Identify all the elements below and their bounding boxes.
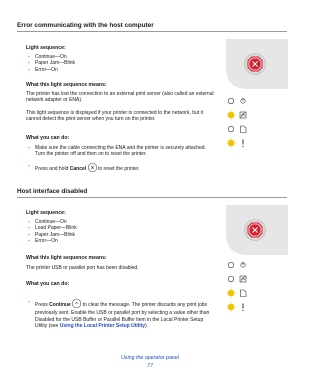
ready-light-icon: [228, 98, 245, 104]
continue-light-icon: [228, 276, 246, 282]
section-title-host-comm: Error communicating with the host computer: [17, 22, 154, 29]
continue-light-icon: [226, 110, 246, 121]
list-item: - Continue—On: [28, 219, 67, 225]
stop-button-icon: [244, 53, 266, 75]
panel-light-stack: [226, 260, 250, 340]
meaning-label: What this light sequence means:: [26, 82, 107, 88]
paper-jam-light-icon: [228, 126, 246, 133]
section-divider: [17, 197, 287, 198]
list-item: - Load Paper—Blink: [28, 225, 77, 232]
light-sequence-list: [26, 54, 216, 73]
error-light-icon: [226, 138, 244, 149]
list-item: - Press and hold Cancel to reset the printer.: [26, 163, 216, 174]
panel-light-stack: [226, 96, 250, 176]
meaning-paragraph: The printer USB or parallel port has been disabled.: [26, 265, 139, 271]
footer-chapter-title: Using the operator panel: [120, 355, 179, 361]
list-item: - Paper Jam—Blink: [28, 231, 76, 238]
meaning-paragraph: This light sequence is displayed if your printer is connected to the network, but it cannot detect the print server when you turn on the printer.: [26, 110, 204, 123]
todo-list: [26, 299, 216, 329]
cancel-icon: [88, 163, 97, 174]
meaning-label: What this light sequence means:: [26, 255, 107, 261]
list-item: - Error—On: [28, 237, 58, 244]
error-light-icon: [226, 302, 244, 313]
ready-light-icon: [228, 262, 245, 268]
continue-icon: [72, 299, 81, 310]
meaning-paragraph: The printer has lost the connection to an external print server (also called an external network adapter or ENA).: [26, 91, 214, 104]
operator-panel-illustration: [226, 205, 288, 255]
operator-panel-illustration: [226, 39, 288, 89]
light-sequence-list: [26, 219, 216, 244]
section-title-host-interface: Host interface disabled: [17, 188, 88, 195]
section-divider: [17, 31, 287, 32]
paper-jam-light-icon: [226, 288, 246, 299]
local-printer-setup-link[interactable]: Using the Local Printer Setup Utility: [59, 322, 146, 329]
stop-button-icon: [244, 219, 266, 241]
light-sequence-label: Light sequence:: [26, 45, 66, 51]
page-number: 77: [147, 363, 153, 369]
list-item: - Paper Jam—Blink: [28, 60, 76, 67]
list-item: - Make sure the cable connecting the ENA and the printer is securely attached. Turn the printer off and then on to reset the printer.: [28, 145, 206, 158]
light-sequence-label: Light sequence:: [26, 210, 66, 216]
todo-label: What you can do:: [26, 135, 70, 141]
todo-label: What you can do:: [26, 281, 70, 287]
list-item: - Press Continue to clear the message. The printer discards any print jobs previously sent. Enable the USB or parallel port by selecting a value other than Disabled for the USB Buffer or Parallel Buffer item in the Local Printer Setup Utility (see Using the Local Printer Setup Utility).: [28, 299, 210, 329]
list-item: - Continue—On: [28, 54, 67, 60]
todo-list: [26, 145, 216, 174]
list-item: - Error—On: [28, 66, 58, 73]
